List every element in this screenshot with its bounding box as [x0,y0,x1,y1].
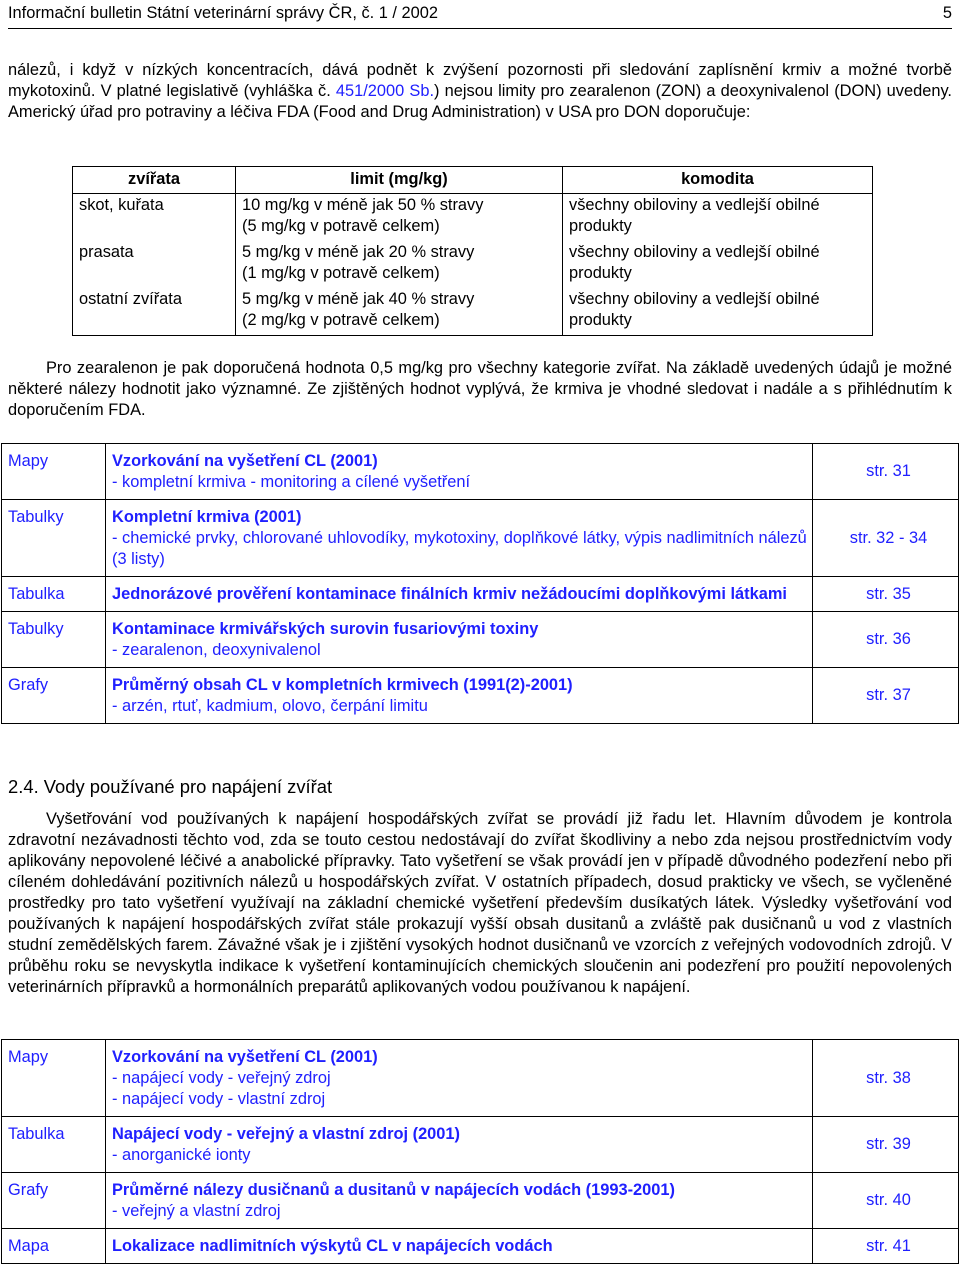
attachment-type-link[interactable]: Tabulka [2,1117,106,1173]
attachment-type-link[interactable]: Grafy [2,668,106,724]
table-row [73,288,873,336]
attachment-type-link[interactable]: Tabulky [2,500,106,577]
intro-text-2: ) nejsou limity pro zearalenon (ZON) a deoxynivalenol (DON) uvedeny. Americký úřad pro potraviny a léčiva FDA (Food and Drug Administration) v USA pro DON doporučuje: [8,82,952,121]
limit-line: (2 mg/kg v potravě celkem) [242,311,440,329]
attachment-title[interactable]: Lokalizace nadlimitních výskytů CL v napájecích vodách [112,1237,553,1255]
attachment-page-link[interactable]: str. 36 [813,612,959,668]
attachment-title[interactable]: Napájecí vody - veřejný a vlastní zdroj (2001) [112,1125,460,1143]
limit-cell [236,241,563,288]
attachment-title[interactable]: Průměrné nálezy dusičnanů a dusitanů v napájecích vodách (1993-2001) [112,1181,675,1199]
attachment-description[interactable] [106,1040,813,1117]
page-number: 5 [942,4,952,22]
attachment-description[interactable] [106,500,813,577]
limit-cell [236,288,563,336]
limit-line: (5 mg/kg v potravě celkem) [242,217,440,235]
attachment-page-link[interactable]: str. 38 [813,1040,959,1117]
attachment-row [2,1229,959,1264]
limit-cell [236,194,563,242]
limits-header-row [73,167,873,194]
attachment-description[interactable] [106,612,813,668]
commodity-cell: všechny obiloviny a vedlejší obilné produkty [563,241,873,288]
attachment-description[interactable] [106,668,813,724]
attachment-type-link[interactable]: Mapy [2,1040,106,1117]
attachment-row [2,577,959,612]
attachment-type-link[interactable]: Tabulky [2,612,106,668]
attachment-subtitle[interactable]: - arzén, rtuť, kadmium, olovo, čerpání limitu [112,697,428,715]
attachment-title[interactable]: Jednorázové prověření kontaminace finálních krmiv nežádoucími doplňkovými látkami [112,585,787,603]
intro-paragraph [8,60,952,123]
col-header-commodity: komodita [563,167,873,194]
animal-cell: ostatní zvířata [73,288,236,336]
attachment-title[interactable]: Kontaminace krmivářských surovin fusariovými toxiny [112,620,539,638]
attachment-description[interactable] [106,1229,813,1264]
attachment-subtitle[interactable]: - napájecí vody - vlastní zdroj [112,1090,326,1108]
limit-line: 5 mg/kg v méně jak 40 % stravy [242,290,475,308]
attachment-title[interactable]: Průměrný obsah CL v kompletních krmivech (1991(2)-2001) [112,676,573,694]
bulletin-title: Informační bulletin Státní veterinární správy ČR, č. 1 / 2002 [8,4,439,22]
animal-cell: prasata [73,241,236,288]
attachment-page-link[interactable]: str. 40 [813,1173,959,1229]
attachments-table-water [1,1039,959,1264]
attachment-type-link[interactable]: Grafy [2,1173,106,1229]
attachment-subtitle[interactable]: - napájecí vody - veřejný zdroj [112,1069,331,1087]
section-body: Vyšetřování vod používaných k napájení hospodářských zvířat se provádí již řadu let. Hlavním důvodem je kontrola zdravotní nezávadnosti těchto vod, zda se touto cestou nedostávají do zvířat škodliviny a nebo zda nejsou prostřednictvím vody aplikovány nepovolené léčivé a anabolické přípravky. Tato vyšetření se však provádí jen v případě důvodného podezření nebo při cíleném dohledávání pozitivních nálezů u hospodářských zvířat. V ostatních případech, dosud prakticky ve všech, se vyčleněné prostředky pro tato vyšetření využívají na základní chemické vyšetření především dusíkatých látek. Výsledky vyšetřování vod používaných k napájení hospodářských zvířat stále prokazují vyšší obsah dusitanů a zvláště pak dusičnanů u vod z vlastních studní zemědělských farem. Závažné však je i zjištění vysokých hodnot dusičnanů ve vzorcích z veřejných vodovodních zdrojů. V průběhu roku se nevyskytla indikace k vyšetření kontaminujících chemických sloučenin ani podezření pro použití nepovolených veterinárních přípravků a hormonálních preparátů aplikovaných vodou používanou k napájení. [8,810,952,996]
fda-limits-table [72,166,873,336]
attachment-row [2,1040,959,1117]
limit-line: 5 mg/kg v méně jak 20 % stravy [242,243,475,261]
attachment-type-link[interactable]: Tabulka [2,577,106,612]
commodity-cell: všechny obiloviny a vedlejší obilné produkty [563,288,873,336]
attachment-row [2,612,959,668]
attachment-type-link[interactable]: Mapy [2,444,106,500]
attachment-subtitle[interactable]: - anorganické ionty [112,1146,251,1164]
attachment-page-link[interactable]: str. 41 [813,1229,959,1264]
limit-line: (1 mg/kg v potravě celkem) [242,264,440,282]
attachment-subtitle[interactable]: - veřejný a vlastní zdroj [112,1202,281,1220]
attachment-description[interactable] [106,1173,813,1229]
col-header-limit: limit (mg/kg) [236,167,563,194]
attachment-page-link[interactable]: str. 39 [813,1117,959,1173]
attachment-description[interactable] [106,1117,813,1173]
intro-text-1: nálezů, i když v nízkých koncentracích, dává podnět k zvýšení pozornosti při sledování zaplísnění krmiv a možné tvorbě mykotoxinů. V platné legislativě (vyhláška č. [8,61,952,100]
attachment-page-link[interactable]: str. 32 - 34 [813,500,959,577]
attachment-title[interactable]: Vzorkování na vyšetření CL (2001) [112,452,378,470]
attachment-row [2,500,959,577]
attachment-row [2,1173,959,1229]
attachment-title[interactable]: Kompletní krmiva (2001) [112,508,302,526]
attachment-row [2,444,959,500]
page-header [8,2,952,29]
attachment-page-link[interactable]: str. 37 [813,668,959,724]
attachment-row [2,1117,959,1173]
attachment-subtitle[interactable]: - chemické prvky, chlorované uhlovodíky, mykotoxiny, doplňkové látky, výpis nadlimitních nálezů (3 listy) [112,529,807,568]
limit-line: 10 mg/kg v méně jak 50 % stravy [242,196,484,214]
table-row [73,241,873,288]
attachment-description[interactable] [106,444,813,500]
attachment-description[interactable] [106,577,813,612]
section-heading: 2.4. Vody používané pro napájení zvířat [8,776,333,797]
animal-cell: skot, kuřata [73,194,236,242]
zearalenon-paragraph: Pro zearalenon je pak doporučená hodnota 0,5 mg/kg pro všechny kategorie zvířat. Na základě uvedených údajů je možné některé nálezy hodnotit jako významné. Ze zjištěných hodnot vyplývá, že krmiva je vhodné sledovat i nadále a s přihlédnutím k doporučením FDA. [8,359,952,419]
attachment-subtitle[interactable]: - kompletní krmiva - monitoring a cílené vyšetření [112,473,470,491]
attachment-page-link[interactable]: str. 31 [813,444,959,500]
attachments-table-feed [1,443,959,724]
commodity-cell: všechny obiloviny a vedlejší obilné produkty [563,194,873,242]
col-header-animals: zvířata [73,167,236,194]
attachment-title[interactable]: Vzorkování na vyšetření CL (2001) [112,1048,378,1066]
legislation-link[interactable]: 451/2000 Sb. [335,82,435,100]
attachment-type-link[interactable]: Mapa [2,1229,106,1264]
attachment-page-link[interactable]: str. 35 [813,577,959,612]
attachment-subtitle[interactable]: - zearalenon, deoxynivalenol [112,641,321,659]
table-row [73,194,873,242]
attachment-row [2,668,959,724]
